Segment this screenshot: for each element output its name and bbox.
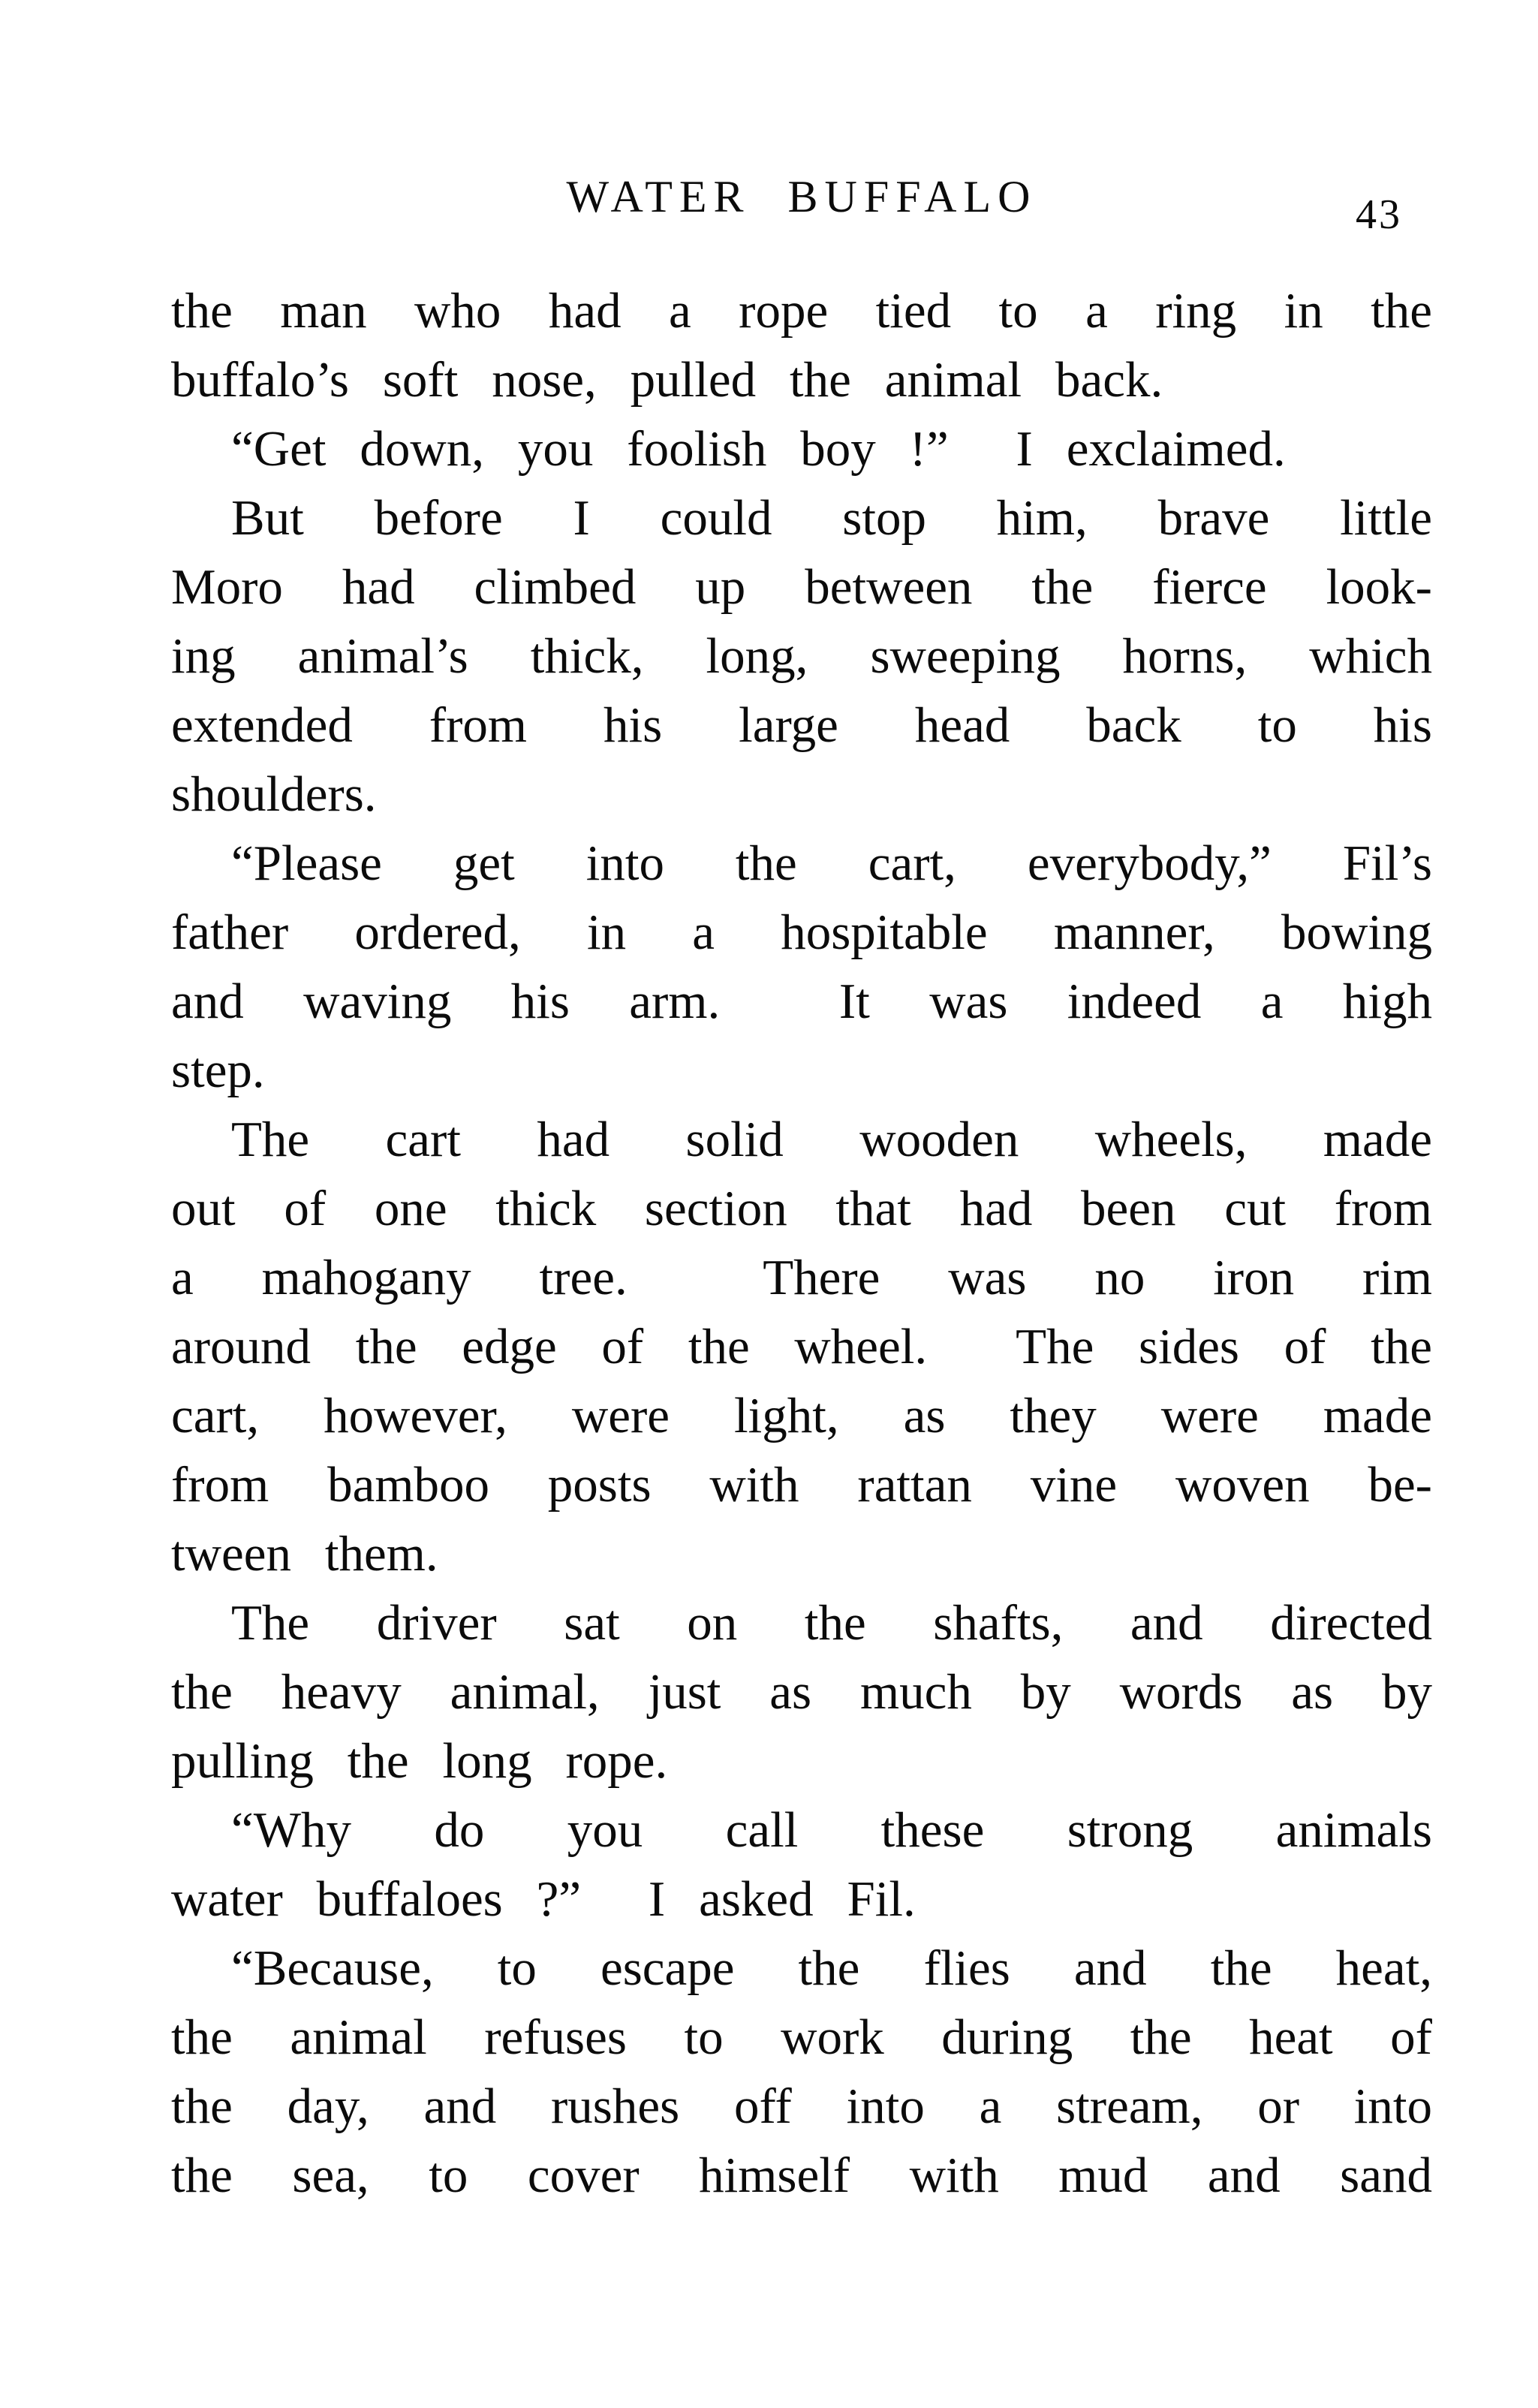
text-line: around the edge of the wheel. The sides of the	[171, 1319, 1432, 1374]
text-line: The cart had solid wooden wheels, made	[231, 1112, 1432, 1167]
text-line: father ordered, in a hospitable manner, bowing	[171, 905, 1432, 960]
text-line: the heavy animal, just as much by words as by	[171, 1664, 1432, 1720]
text-line: tween them.	[171, 1526, 438, 1582]
text-line: pulling the long rope.	[171, 1733, 668, 1789]
text-line: “Because, to escape the flies and the heat,	[231, 1940, 1432, 1996]
text-line: the man who had a rope tied to a ring in the	[171, 283, 1432, 339]
text-line: step.	[171, 1043, 265, 1098]
text-line: The driver sat on the shafts, and directed	[231, 1595, 1432, 1651]
text-line: ing animal’s thick, long, sweeping horns, which	[171, 628, 1432, 684]
page-number: 43	[1356, 191, 1402, 238]
text-line: water buffaloes ?” I asked Fil.	[171, 1871, 916, 1927]
text-line: from bamboo posts with rattan vine woven be-	[171, 1457, 1432, 1513]
text-line: out of one thick section that had been cut from	[171, 1181, 1432, 1236]
text-line: the day, and rushes off into a stream, or into	[171, 2078, 1432, 2134]
text-line: “Why do you call these strong animals	[231, 1802, 1432, 1858]
body-text	[171, 276, 1432, 2210]
chapter-title: WATER BUFFALO	[566, 172, 1037, 221]
text-line: shoulders.	[171, 766, 377, 822]
text-line: and waving his arm. It was indeed a high	[171, 974, 1432, 1029]
text-line: a mahogany tree. There was no iron rim	[171, 1250, 1432, 1305]
text-line: “Get down, you foolish boy !” I exclaimed.	[231, 421, 1286, 477]
text-line: “Please get into the cart, everybody,” Fil’s	[231, 835, 1432, 891]
text-line: buffalo’s soft nose, pulled the animal back.	[171, 352, 1163, 408]
text-line: Moro had climbed up between the fierce look-	[171, 559, 1432, 615]
text-line: the sea, to cover himself with mud and sand	[171, 2148, 1432, 2203]
text-line: extended from his large head back to his	[171, 697, 1432, 753]
text-line: the animal refuses to work during the heat of	[171, 2009, 1432, 2065]
text-line: cart, however, were light, as they were made	[171, 1388, 1432, 1443]
text-line: But before I could stop him, brave little	[231, 490, 1432, 546]
